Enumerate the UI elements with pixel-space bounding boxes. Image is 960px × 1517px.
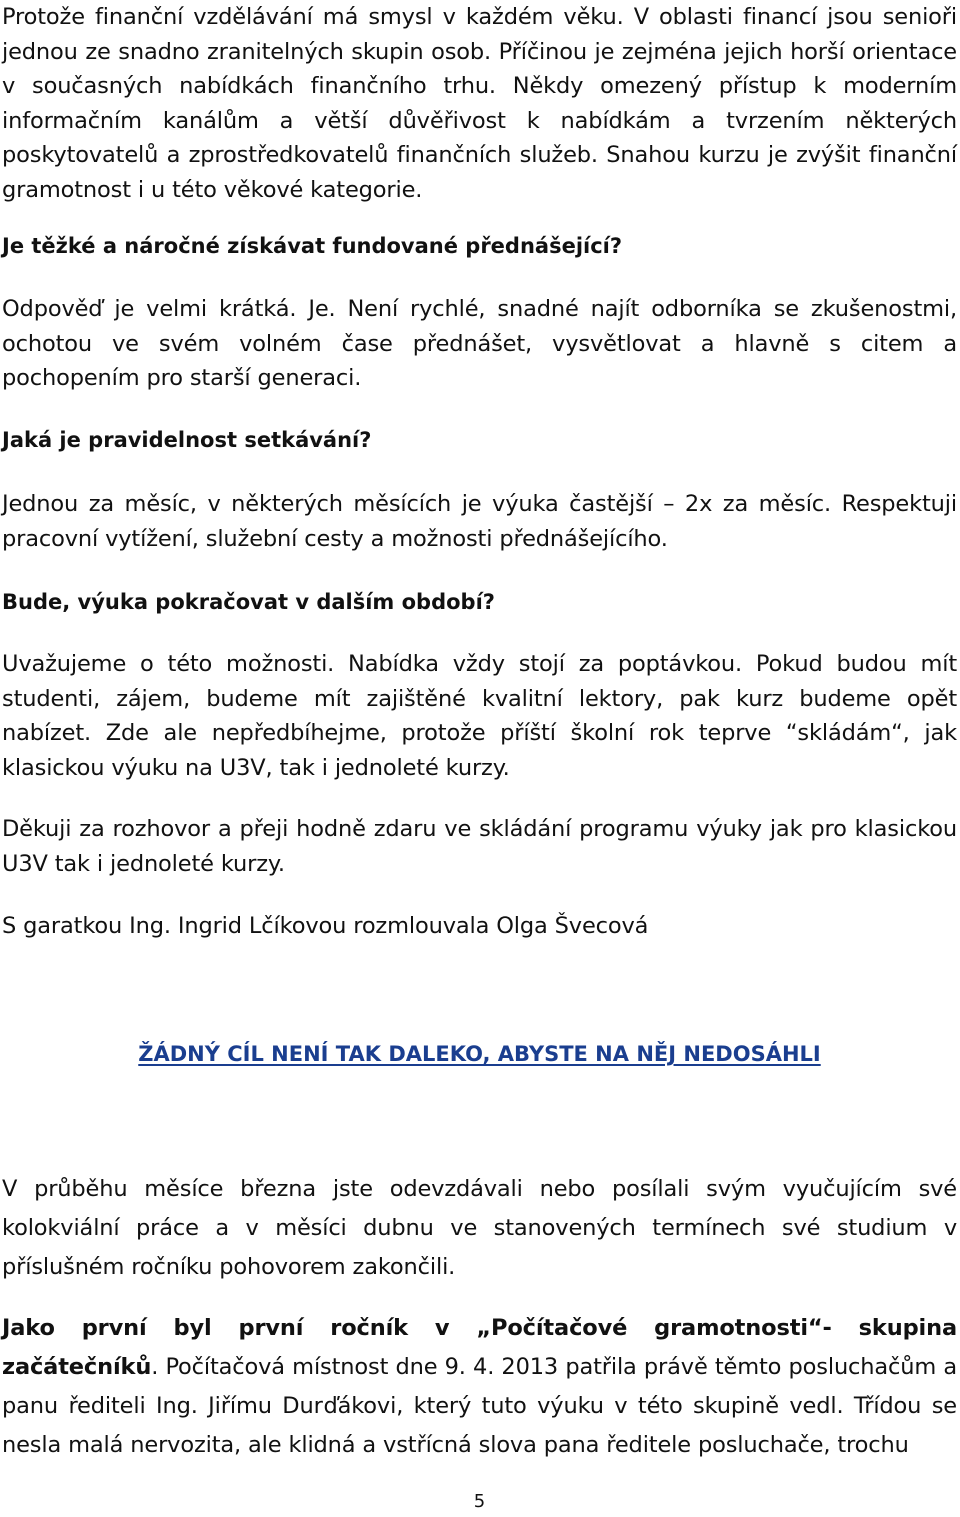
article-paragraph-2-rest: . Počítačová místnost dne 9. 4. 2013 patřila právě těmto posluchačům a panu řediteli Ing. Jiřímu Durďákovi, který tuto výuku v této skupině vedl. Třídou se nesla malá nervozita, ale klidná a vstřícná slova pana ředitele posluchače, trochu: [2, 1354, 957, 1458]
answer-2: Jednou za měsíc, v některých měsících je výuka častější – 2x za měsíc. Respektuji pracovní vytížení, služební cesty a možnosti přednášejícího.: [2, 491, 957, 552]
question-1: Je těžké a náročné získávat fundované přednášející?: [2, 234, 623, 258]
article-heading: ŽÁDNÝ CÍL NENÍ TAK DALEKO, ABYSTE NA NĚJ NEDOSÁHLI: [138, 1042, 821, 1066]
question-3: Bude, výuka pokračovat v dalším období?: [2, 590, 495, 614]
signature-line: S garatkou Ing. Ingrid Lčíkovou rozmlouvala Olga Švecová: [2, 913, 649, 939]
answer-1: Odpověď je velmi krátká. Je. Není rychlé, snadné najít odborníka se zkušenostmi, ochotou ve svém volném čase přednášet, vysvětlovat a hlavně s citem a pochopením pro starší generaci.: [2, 296, 957, 391]
article-paragraph-2: [2, 1309, 957, 1465]
intro-paragraph: Protože finanční vzdělávání má smysl v každém věku. V oblasti financí jsou senioři jednou ze snadno zranitelných skupin osob. Příčinou je zejména jejich horší orientace v současných nabídkách finančního trhu. Někdy omezený přístup k moderním informačním kanálům a větší důvěřivost k nabídkám a tvrzením některých poskytovatelů a zprostředkovatelů finančních služeb. Snahou kurzu je zvýšit finanční gramotnost i u této věkové kategorie.: [2, 4, 957, 203]
article-paragraph-1: V průběhu měsíce března jste odevzdávali nebo posílali svým vyučujícím své kolokviální práce a v měsíci dubnu ve stanovených termínech své studium v příslušném ročníku pohovorem zakončili.: [2, 1176, 957, 1280]
article-paragraph-2-lead: Jako první byl první ročník v „Počítačové gramotnosti“- skupina začátečníků: [2, 1315, 957, 1380]
question-2: Jaká je pravidelnost setkávání?: [2, 428, 372, 452]
answer-3: Uvažujeme o této možnosti. Nabídka vždy stojí za poptávkou. Pokud budou mít studenti, zájem, budeme mít zajištěné kvalitní lektory, pak kurz budeme opět nabízet. Zde ale nepředbíhejme, protože příští školní rok teprve “skládám“, jak klasickou výuku na U3V, tak i jednoleté kurzy.: [2, 651, 957, 781]
page-number: 5: [473, 1491, 486, 1512]
closing-paragraph: Děkuji za rozhovor a přeji hodně zdaru ve skládání programu výuky jak pro klasickou U3V tak i jednoleté kurzy.: [2, 816, 957, 877]
